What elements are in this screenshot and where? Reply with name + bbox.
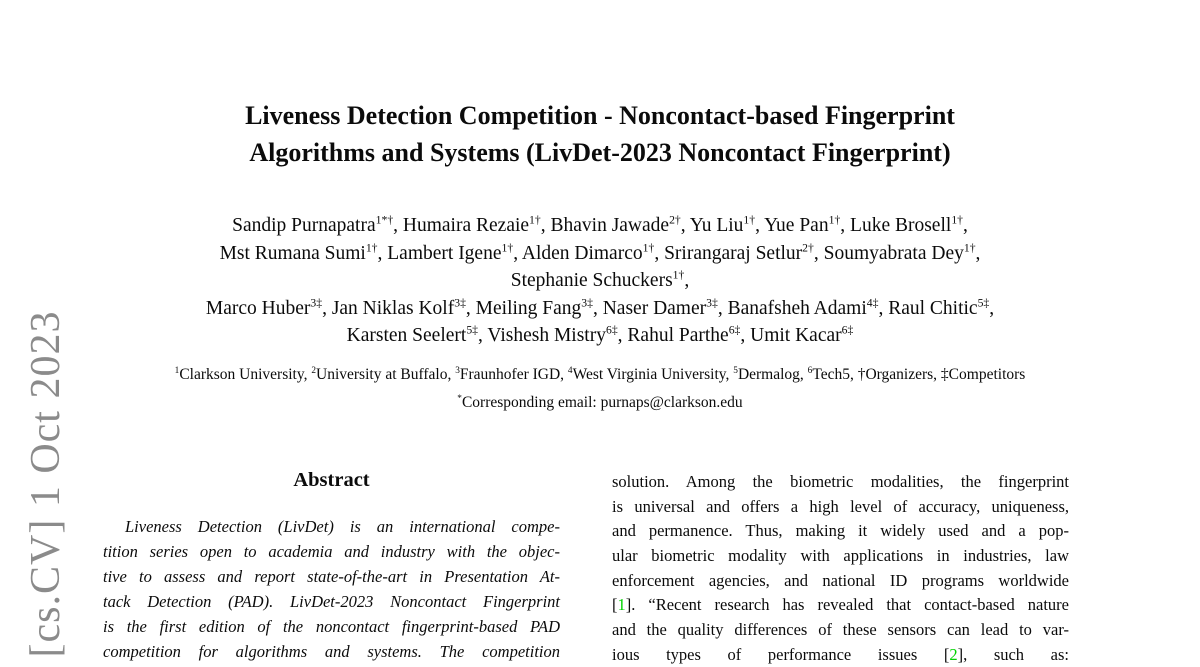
superscript-marker: 1† bbox=[365, 241, 378, 255]
superscript-marker: 1† bbox=[529, 213, 541, 227]
intro-text bbox=[612, 470, 1069, 667]
abstract-line: is the first edition of the noncontact fingerprint-based PAD bbox=[103, 617, 560, 637]
superscript-marker: 1 bbox=[174, 365, 180, 376]
abstract-heading: Abstract bbox=[293, 469, 370, 491]
arxiv-stamp: [cs.CV] 1 Oct 2023 bbox=[23, 310, 69, 658]
superscript-marker: * bbox=[457, 393, 462, 404]
superscript-marker: 5 bbox=[733, 365, 738, 376]
abstract-line: Liveness Detection (LivDet) is an international compe- bbox=[125, 517, 560, 536]
superscript-marker: 5‡ bbox=[977, 296, 990, 310]
body-text-line: and permanence. Thus, making it widely used and a pop- bbox=[612, 521, 1069, 541]
superscript-marker: 1† bbox=[501, 241, 514, 255]
author-line: Karsten Seelert$^{5\ddagger}$, Vishesh Mistry$^{6\ddagger}$, Rahul Parthe$^{6\ddagger}$, Umit Kacar$^{6\ddagger}$ bbox=[346, 323, 854, 347]
superscript-marker: 1† bbox=[828, 213, 841, 227]
author-line: Stephanie Schuckers$^{1\dagger}$, bbox=[510, 268, 690, 292]
body-text-line: [1]. “Recent research has revealed that contact-based nature bbox=[612, 595, 1069, 615]
abstract-line: competition for algorithms and systems. The competition bbox=[103, 642, 560, 662]
author-line: Mst Rumana Sumi$^{1\dagger}$, Lambert Igene$^{1\dagger}$, Alden Dimarco$^{1\dagger}$, Srirangaraj Setlur$^{2\dagger}$, Soumyabrata Dey$^{1\dagger}$, bbox=[219, 241, 981, 264]
body-text-line: solution. Among the biometric modalities, the fingerprint bbox=[612, 472, 1069, 491]
superscript-marker: 3‡ bbox=[310, 296, 323, 310]
paper-title bbox=[0, 97, 1200, 171]
superscript-marker: 1† bbox=[743, 213, 756, 227]
superscript-marker: 1† bbox=[951, 213, 963, 227]
superscript-marker: 3 bbox=[455, 365, 460, 376]
affiliations-line: $^1$Clarkson University, $^2$University at Buffalo, $^3$Fraunhofer IGD, $^4$West Virginia University, $^5$Dermalog, $^6$Tech5, †Organizers, ‡Competitors bbox=[174, 365, 1026, 383]
superscript-marker: 1† bbox=[963, 241, 976, 255]
author-list bbox=[0, 212, 1200, 350]
superscript-marker: 2† bbox=[802, 241, 814, 255]
superscript-marker: 4‡ bbox=[866, 296, 879, 310]
superscript-marker: 3‡ bbox=[706, 296, 718, 310]
abstract-text bbox=[103, 514, 560, 665]
body-text-line: ular biometric modality with applications in industries, law bbox=[612, 545, 1069, 565]
superscript-marker: 1*† bbox=[375, 213, 394, 227]
body-text-line: ious types of performance issues [2], such as: bbox=[612, 644, 1069, 664]
author-line: Sandip Purnapatra$^{1*\dagger}$, Humaira Rezaie$^{1\dagger}$, Bhavin Jawade$^{2\dagger}$, Yu Liu$^{1\dagger}$, Yue Pan$^{1\dagger}$, Luke Brosell$^{1\dagger}$, bbox=[232, 213, 968, 236]
paper-title-line: Algorithms and Systems (LivDet-2023 Noncontact Fingerprint) bbox=[249, 138, 951, 167]
citation-link[interactable]: 1 bbox=[617, 595, 626, 615]
abstract-line: tack Detection (PAD). LivDet-2023 Noncontact Fingerprint bbox=[103, 592, 560, 612]
citation-link[interactable]: 2 bbox=[949, 644, 958, 664]
superscript-marker: 3‡ bbox=[581, 296, 593, 310]
superscript-marker: 4 bbox=[567, 365, 573, 376]
body-text-line: enforcement agencies, and national ID programs worldwide bbox=[612, 570, 1069, 590]
superscript-marker: 6‡ bbox=[728, 323, 741, 337]
superscript-marker: 1† bbox=[672, 268, 685, 282]
superscript-marker: 2 bbox=[311, 365, 317, 376]
superscript-marker: 1† bbox=[642, 241, 655, 255]
paper-title-line: Liveness Detection Competition - Noncontact-based Fingerprint bbox=[245, 101, 955, 130]
superscript-marker: 3‡ bbox=[454, 296, 466, 310]
superscript-marker: 6‡ bbox=[605, 323, 618, 337]
superscript-marker: 6‡ bbox=[841, 323, 854, 337]
superscript-marker: 6 bbox=[807, 365, 813, 376]
abstract-line: tive to assess and report state-of-the-art in Presentation At- bbox=[103, 567, 560, 587]
corresponding-email: *Corresponding email: purnaps@clarkson.edu bbox=[457, 393, 743, 411]
body-text-line: and the quality differences of these sensors can lead to var- bbox=[612, 619, 1069, 639]
abstract-line: tition series open to academia and industry with the objec- bbox=[103, 542, 560, 562]
body-text-line: is universal and offers a high level of accuracy, uniqueness, bbox=[612, 496, 1069, 516]
author-line: Marco Huber$^{3\ddagger}$, Jan Niklas Kolf$^{3\ddagger}$, Meiling Fang$^{3\ddagger}$, Naser Damer$^{3\ddagger}$, Banafsheh Adami$^{4\ddagger}$, Raul Chitic$^{5\ddagger}$, bbox=[205, 296, 995, 319]
superscript-marker: 5‡ bbox=[466, 323, 479, 337]
superscript-marker: 2† bbox=[669, 213, 681, 227]
